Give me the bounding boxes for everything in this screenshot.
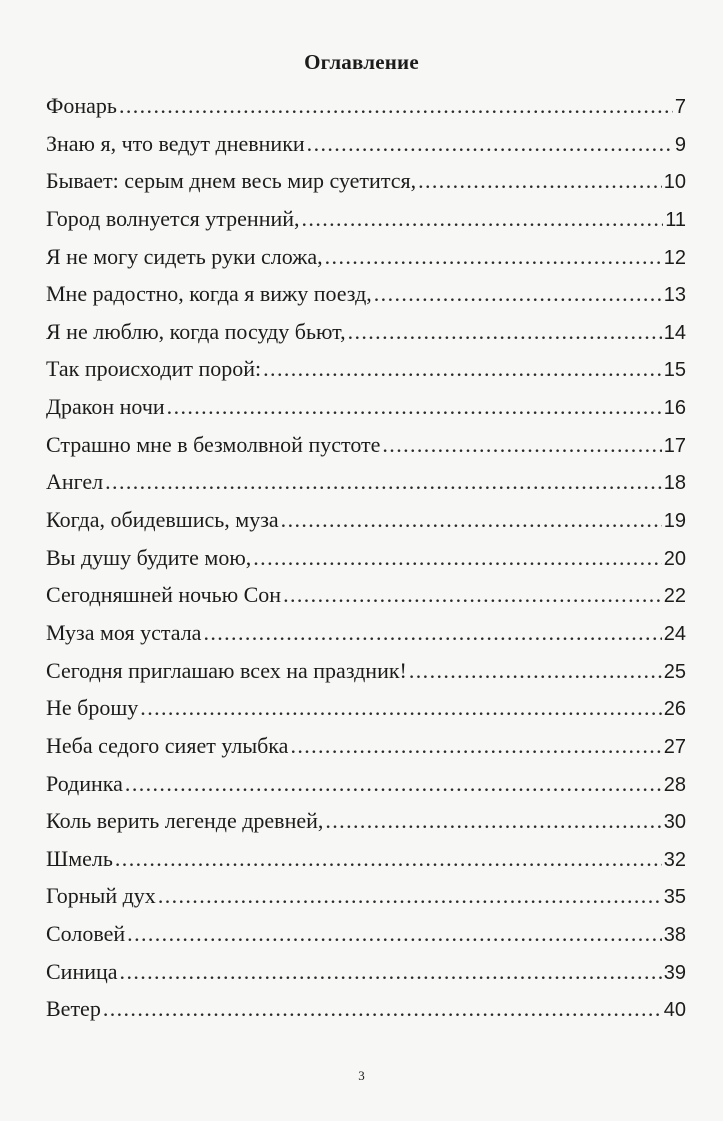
- dot-leader: [140, 689, 661, 727]
- toc-entry-page: 27: [663, 735, 686, 758]
- dot-leader: [119, 87, 673, 125]
- toc-entry-page: 26: [663, 698, 686, 721]
- toc-entry-page: 18: [663, 472, 686, 495]
- toc-entry-title: Мне радостно, когда я вижу поезд,: [46, 281, 372, 307]
- dot-leader: [105, 463, 662, 501]
- dot-leader: [325, 802, 661, 840]
- toc-entry: [46, 501, 686, 539]
- toc-entry-page: 9: [674, 133, 686, 156]
- toc-entry-page: 7: [674, 96, 686, 118]
- toc-entry-page: 38: [663, 924, 686, 947]
- toc-entry-title: Коль верить легенде древней,: [46, 808, 324, 834]
- toc-entry-title: Родинка: [46, 770, 123, 796]
- toc-entry-title: Страшно мне в безмолвной пустоте: [46, 431, 381, 457]
- toc-entry-page: 22: [663, 585, 686, 608]
- toc-entry: [46, 125, 686, 163]
- dot-leader: [281, 501, 662, 539]
- toc-entry: [46, 915, 686, 953]
- toc-entry-page: 12: [663, 246, 686, 269]
- toc-entry-page: 35: [663, 886, 686, 909]
- toc-entry-page: 10: [663, 171, 686, 194]
- dot-leader: [325, 238, 662, 276]
- dot-leader: [263, 350, 662, 388]
- toc-entry-page: 15: [663, 359, 686, 382]
- dot-leader: [115, 840, 662, 878]
- dot-leader: [120, 953, 662, 991]
- toc-entry-title: Шмель: [46, 845, 113, 871]
- toc-entry: [46, 162, 686, 200]
- toc-entry: [46, 576, 686, 614]
- toc-entry-title: Так происходит порой:: [46, 356, 262, 382]
- dot-leader: [348, 313, 662, 351]
- dot-leader: [103, 990, 662, 1028]
- dot-leader: [127, 915, 662, 953]
- toc-entry-page: 16: [663, 397, 686, 420]
- toc-entry-title: Ветер: [46, 996, 101, 1022]
- toc-entry-page: 13: [663, 284, 686, 307]
- dot-leader: [283, 576, 662, 614]
- page-number: 3: [358, 1068, 365, 1083]
- toc-entry-page: 40: [663, 999, 686, 1022]
- toc-entry-page: 17: [663, 434, 686, 457]
- toc-entry-title: Вы душу будите мою,: [46, 544, 252, 570]
- toc-entry: [46, 388, 686, 426]
- toc-entry: [46, 953, 686, 991]
- toc-entry: [46, 426, 686, 464]
- dot-leader: [307, 125, 673, 163]
- toc-entry-page: 28: [663, 773, 686, 796]
- toc-entry: [46, 463, 686, 501]
- dot-leader: [125, 765, 662, 803]
- toc-entry: [46, 727, 686, 765]
- toc-entry-title: Синица: [46, 958, 118, 984]
- dot-leader: [158, 877, 662, 915]
- toc-entry-page: 20: [663, 547, 686, 570]
- toc-entry-title: Знаю я, что ведут дневники: [46, 130, 305, 156]
- dot-leader: [203, 614, 661, 652]
- toc-entry: [46, 802, 686, 840]
- dot-leader: [382, 426, 661, 464]
- toc-entry-title: Фонарь: [46, 93, 117, 118]
- toc-entry-title: Неба седого сияет улыбка: [46, 732, 289, 758]
- toc-entry-title: Соловей: [46, 921, 126, 947]
- toc-entry-title: Я не люблю, когда посуду бьют,: [46, 318, 346, 344]
- page-title: Оглавление: [304, 50, 419, 74]
- toc-entry-title: Когда, обидевшись, муза: [46, 507, 279, 533]
- dot-leader: [290, 727, 661, 765]
- toc-entry: [46, 238, 686, 276]
- toc-entry-title: Я не могу сидеть руки сложа,: [46, 243, 323, 269]
- toc-entry: [46, 652, 686, 690]
- toc-entry-page: 32: [663, 848, 686, 871]
- toc-entry: [46, 990, 686, 1028]
- toc-entry: [46, 614, 686, 652]
- toc-entry-page: 11: [665, 208, 686, 231]
- toc-entry: [46, 200, 686, 238]
- toc-entry-title: Сегодняшней ночью Сон: [46, 582, 282, 608]
- toc-entry-page: 24: [663, 622, 686, 645]
- dot-leader: [409, 652, 662, 690]
- table-of-contents: [46, 87, 686, 1028]
- toc-entry-page: 19: [663, 510, 686, 533]
- toc-entry: [46, 689, 686, 727]
- toc-entry-page: 14: [663, 321, 686, 344]
- toc-entry: [46, 275, 686, 313]
- toc-entry: [46, 840, 686, 878]
- toc-entry-page: 30: [663, 811, 686, 834]
- toc-entry-title: Сегодня приглашаю всех на праздник!: [46, 657, 407, 683]
- toc-entry: [46, 765, 686, 803]
- toc-entry-title: Не брошу: [46, 695, 139, 721]
- dot-leader: [253, 539, 661, 577]
- toc-entry-title: Ангел: [46, 469, 104, 495]
- toc-entry: [46, 350, 686, 388]
- toc-entry-title: Горный дух: [46, 883, 156, 909]
- toc-entry-title: Муза моя устала: [46, 619, 202, 645]
- toc-entry: [46, 87, 686, 125]
- toc-entry-title: Бывает: серым днем весь мир суетится,: [46, 168, 417, 194]
- toc-entry-title: Дракон ночи: [46, 394, 165, 420]
- dot-leader: [374, 275, 662, 313]
- toc-entry-page: 39: [663, 961, 686, 984]
- toc-entry: [46, 877, 686, 915]
- toc-entry: [46, 539, 686, 577]
- toc-entry: [46, 313, 686, 351]
- toc-entry-page: 25: [663, 660, 686, 683]
- toc-entry-title: Город волнуется утренний,: [46, 205, 300, 231]
- dot-leader: [167, 388, 662, 426]
- dot-leader: [302, 200, 664, 238]
- dot-leader: [418, 162, 662, 200]
